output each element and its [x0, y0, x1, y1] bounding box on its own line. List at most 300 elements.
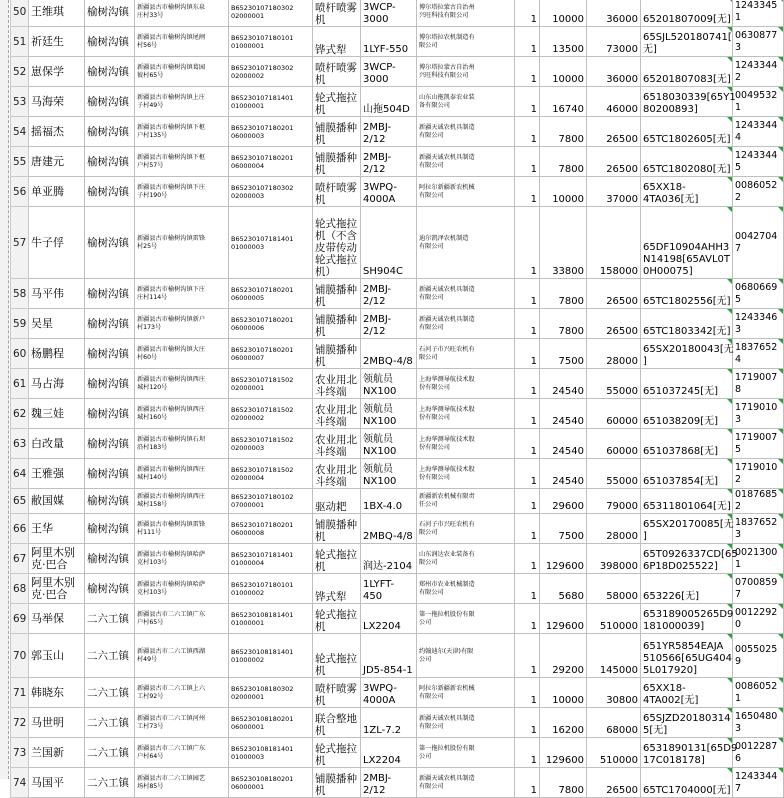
subsidy-amount-cell[interactable]: 24540 — [540, 459, 587, 489]
record-code-cell[interactable]: B65230107180201 06000008 — [229, 514, 313, 544]
address-cell[interactable]: 新疆县古市二六工镇园艺 场村85号 — [135, 768, 229, 798]
machine-model-cell[interactable]: 2MBJ- 2/12 — [361, 309, 417, 339]
machine-type-cell[interactable]: 农业用北 斗终端 — [313, 399, 361, 429]
contact-number-cell[interactable]: 0042704 7 — [733, 207, 784, 279]
manufacturer-cell[interactable]: 新疆天诚农机具制造 有限公司 — [417, 309, 515, 339]
sale-price-cell[interactable]: 73000 — [587, 27, 641, 57]
serial-number-cell[interactable]: 65TC1802556[无] — [641, 279, 733, 309]
machine-type-cell[interactable]: 驱动耙 — [313, 489, 361, 514]
serial-number-cell[interactable]: 65201807083[无] — [641, 57, 733, 87]
serial-number-cell[interactable]: 65SJL520180741[ 无] — [641, 27, 733, 57]
machine-type-cell[interactable]: 轮式拖拉 机 — [313, 544, 361, 574]
contact-number-cell[interactable]: 0630877 3 — [733, 27, 784, 57]
sale-price-cell[interactable]: 55000 — [587, 459, 641, 489]
subsidy-amount-cell[interactable]: 29200 — [540, 634, 587, 678]
contact-number-cell[interactable]: 0187685 2 — [733, 489, 784, 514]
quantity-cell[interactable]: 1 — [515, 27, 540, 57]
subsidy-amount-cell[interactable]: 7800 — [540, 147, 587, 177]
serial-number-cell[interactable]: 65T0926337CD[65 6P18D025522] — [641, 544, 733, 574]
manufacturer-cell[interactable]: 上海华测导航技术股 份有限公司 — [417, 399, 515, 429]
row-number-cell[interactable]: 74 — [11, 768, 29, 798]
row-number-cell[interactable]: 52 — [11, 57, 29, 87]
row-number-cell[interactable]: 58 — [11, 279, 29, 309]
machine-type-cell[interactable]: 轮式拖拉 机（不含 皮带传动 轮式拖拉 机） — [313, 207, 361, 279]
address-cell[interactable]: 新疆县古市榆树沟镇上庄 子村49号 — [135, 87, 229, 117]
record-code-cell[interactable]: B65230107180102 07000001 — [229, 489, 313, 514]
sale-price-cell[interactable]: 398000 — [587, 544, 641, 574]
serial-number-cell[interactable]: 65311801064[无] — [641, 489, 733, 514]
address-cell[interactable]: 新疆县古市榆树沟镇新户 村173号 — [135, 309, 229, 339]
farmer-name-cell[interactable]: 崽保学 — [29, 57, 85, 87]
address-cell[interactable]: 新疆县古市榆树沟镇下枢 户村57号 — [135, 147, 229, 177]
machine-type-cell[interactable]: 铺膜播种 机 — [313, 514, 361, 544]
town-cell[interactable]: 二六工镇 — [85, 708, 135, 738]
manufacturer-cell[interactable]: 博尔塔拉蒙古自治州 兴旺科技有限公司 — [417, 57, 515, 87]
subsidy-amount-cell[interactable]: 7800 — [540, 117, 587, 147]
sale-price-cell[interactable]: 46000 — [587, 87, 641, 117]
row-number-cell[interactable]: 68 — [11, 574, 29, 604]
record-code-cell[interactable]: B65230107181502 02000003 — [229, 429, 313, 459]
record-code-cell[interactable]: B65230108181401 01000001 — [229, 604, 313, 634]
machine-type-cell[interactable]: 铺膜播种 机 — [313, 147, 361, 177]
machine-model-cell[interactable]: 润达-2104 — [361, 544, 417, 574]
farmer-name-cell[interactable]: 王维琪 — [29, 0, 85, 27]
sale-price-cell[interactable]: 510000 — [587, 738, 641, 768]
town-cell[interactable]: 榆树沟镇 — [85, 429, 135, 459]
machine-model-cell[interactable]: JD5-854-1 — [361, 634, 417, 678]
farmer-name-cell[interactable]: 牛子俘 — [29, 207, 85, 279]
machine-type-cell[interactable]: 喷杆喷雾 机 — [313, 177, 361, 207]
quantity-cell[interactable]: 1 — [515, 279, 540, 309]
contact-number-cell[interactable]: 0049532 1 — [733, 87, 784, 117]
town-cell[interactable]: 榆树沟镇 — [85, 544, 135, 574]
machine-type-cell[interactable]: 农业用北 斗终端 — [313, 429, 361, 459]
record-code-cell[interactable]: B65230107181401 01000004 — [229, 544, 313, 574]
record-code-cell[interactable]: B65230108181401 01000003 — [229, 738, 313, 768]
manufacturer-cell[interactable]: 新疆天诚农机具制造 有限公司 — [417, 768, 515, 798]
machine-type-cell[interactable]: 铺膜播种 机 — [313, 117, 361, 147]
record-code-cell[interactable]: B65230107180302 02000001 — [229, 0, 313, 27]
manufacturer-cell[interactable]: 迪尔凯泽农机制造 有限公司 — [417, 207, 515, 279]
machine-model-cell[interactable]: 2MBJ- 2/12 — [361, 147, 417, 177]
contact-number-cell[interactable]: 1719010 2 — [733, 459, 784, 489]
manufacturer-cell[interactable]: 新疆天诚农机具制造 有限公司 — [417, 147, 515, 177]
quantity-cell[interactable]: 1 — [515, 708, 540, 738]
row-number-cell[interactable]: 62 — [11, 399, 29, 429]
quantity-cell[interactable]: 1 — [515, 574, 540, 604]
sale-price-cell[interactable]: 55000 — [587, 369, 641, 399]
sale-price-cell[interactable]: 37000 — [587, 177, 641, 207]
record-code-cell[interactable]: B65230107180201 06000003 — [229, 117, 313, 147]
serial-number-cell[interactable]: 65XX18- 4TA036[无] — [641, 177, 733, 207]
farmer-name-cell[interactable]: 吴星 — [29, 309, 85, 339]
address-cell[interactable]: 新疆县古市榆树沟镇西庄 城村120号 — [135, 369, 229, 399]
address-cell[interactable]: 新疆县古市二六工镇河州 工村73号 — [135, 708, 229, 738]
record-code-cell[interactable]: B65230107180201 06000005 — [229, 279, 313, 309]
town-cell[interactable]: 榆树沟镇 — [85, 207, 135, 279]
subsidy-amount-cell[interactable]: 7800 — [540, 279, 587, 309]
quantity-cell[interactable]: 1 — [515, 678, 540, 708]
sale-price-cell[interactable]: 28000 — [587, 514, 641, 544]
sale-price-cell[interactable]: 60000 — [587, 399, 641, 429]
manufacturer-cell[interactable]: 上海华测导航技术股 份有限公司 — [417, 459, 515, 489]
machine-model-cell[interactable]: 领航员 NX100 — [361, 459, 417, 489]
address-cell[interactable]: 新疆县古市榆树沟镇雷锋 村111号 — [135, 514, 229, 544]
manufacturer-cell[interactable]: 第一拖拉机股份有限 公司 — [417, 604, 515, 634]
row-number-cell[interactable]: 65 — [11, 489, 29, 514]
sale-price-cell[interactable]: 26500 — [587, 117, 641, 147]
machine-type-cell[interactable]: 轮式拖拉 机 — [313, 634, 361, 678]
farmer-name-cell[interactable]: 韩晓东 — [29, 678, 85, 708]
record-code-cell[interactable]: B65230107180201 06000007 — [229, 339, 313, 369]
town-cell[interactable]: 榆树沟镇 — [85, 279, 135, 309]
subsidy-amount-cell[interactable]: 7800 — [540, 768, 587, 798]
town-cell[interactable]: 榆树沟镇 — [85, 0, 135, 27]
address-cell[interactable]: 新疆县古市榆树沟镇下庄 庄村114号 — [135, 279, 229, 309]
row-number-cell[interactable]: 59 — [11, 309, 29, 339]
machine-model-cell[interactable]: 3WCP- 3000 — [361, 57, 417, 87]
sale-price-cell[interactable]: 60000 — [587, 429, 641, 459]
manufacturer-cell[interactable]: 博尔塔拉蒙古自治州 兴旺科技有限公司 — [417, 0, 515, 27]
contact-number-cell[interactable]: 1719007 5 — [733, 429, 784, 459]
row-number-cell[interactable]: 66 — [11, 514, 29, 544]
contact-number-cell[interactable]: 1837652 3 — [733, 514, 784, 544]
quantity-cell[interactable]: 1 — [515, 207, 540, 279]
machine-model-cell[interactable]: 3WCP- 3000 — [361, 0, 417, 27]
contact-number-cell[interactable]: 0086052 1 — [733, 678, 784, 708]
quantity-cell[interactable]: 1 — [515, 634, 540, 678]
contact-number-cell[interactable]: 1719010 3 — [733, 399, 784, 429]
serial-number-cell[interactable]: 653226[无] — [641, 574, 733, 604]
serial-number-cell[interactable]: 651YR5854EAJA 510566[65UG404 5L017920] — [641, 634, 733, 678]
manufacturer-cell[interactable]: 阿拉尔新疆新农机械 有限公司 — [417, 678, 515, 708]
town-cell[interactable]: 二六工镇 — [85, 604, 135, 634]
farmer-name-cell[interactable]: 阿里木别 克·巴合 — [29, 544, 85, 574]
subsidy-amount-cell[interactable]: 16200 — [540, 708, 587, 738]
sale-price-cell[interactable]: 26500 — [587, 147, 641, 177]
address-cell[interactable]: 新疆县古市榆树沟镇葛园 彼村65号 — [135, 57, 229, 87]
machine-type-cell[interactable]: 农业用北 斗终端 — [313, 459, 361, 489]
sale-price-cell[interactable]: 145000 — [587, 634, 641, 678]
sale-price-cell[interactable]: 36000 — [587, 0, 641, 27]
contact-number-cell[interactable]: 0012287 6 — [733, 738, 784, 768]
town-cell[interactable]: 榆树沟镇 — [85, 147, 135, 177]
town-cell[interactable]: 二六工镇 — [85, 634, 135, 678]
contact-number-cell[interactable]: 1243345 1 — [733, 0, 784, 27]
machine-type-cell[interactable]: 喷杆喷雾 机 — [313, 57, 361, 87]
town-cell[interactable]: 榆树沟镇 — [85, 399, 135, 429]
machine-type-cell[interactable]: 喷杆喷雾 机 — [313, 678, 361, 708]
machine-model-cell[interactable]: 领航员 NX100 — [361, 399, 417, 429]
row-number-cell[interactable]: 50 — [11, 0, 29, 27]
quantity-cell[interactable]: 1 — [515, 87, 540, 117]
address-cell[interactable]: 新疆县古市榆树沟镇西庄 城村140号 — [135, 459, 229, 489]
subsidy-amount-cell[interactable]: 24540 — [540, 399, 587, 429]
record-code-cell[interactable]: B65230107180201 06000006 — [229, 309, 313, 339]
subsidy-amount-cell[interactable]: 7800 — [540, 309, 587, 339]
farmer-name-cell[interactable]: 阿里木别 克·巴合 — [29, 574, 85, 604]
sale-price-cell[interactable]: 58000 — [587, 574, 641, 604]
row-number-cell[interactable]: 64 — [11, 459, 29, 489]
town-cell[interactable]: 二六工镇 — [85, 738, 135, 768]
machine-model-cell[interactable]: 1LYF-550 — [361, 27, 417, 57]
row-number-cell[interactable]: 61 — [11, 369, 29, 399]
machine-type-cell[interactable]: 轮式拖拉 机 — [313, 87, 361, 117]
subsidy-amount-cell[interactable]: 129600 — [540, 604, 587, 634]
address-cell[interactable]: 新疆县古市榆树沟镇哈萨 克村103号 — [135, 544, 229, 574]
farmer-name-cell[interactable]: 马平伟 — [29, 279, 85, 309]
serial-number-cell[interactable]: 65SX20170085[无 ] — [641, 514, 733, 544]
town-cell[interactable]: 榆树沟镇 — [85, 117, 135, 147]
manufacturer-cell[interactable]: 石河子市兴旺农机有 限公司 — [417, 514, 515, 544]
machine-model-cell[interactable]: 2MBJ- 2/12 — [361, 117, 417, 147]
machine-type-cell[interactable]: 铺膜播种 机 — [313, 768, 361, 798]
sale-price-cell[interactable]: 68000 — [587, 708, 641, 738]
machine-model-cell[interactable]: 3WPQ- 4000A — [361, 678, 417, 708]
sale-price-cell[interactable]: 79000 — [587, 489, 641, 514]
farmer-name-cell[interactable]: 王雅强 — [29, 459, 85, 489]
machine-type-cell[interactable]: 铧式犁 — [313, 574, 361, 604]
subsidy-amount-cell[interactable]: 24540 — [540, 429, 587, 459]
machine-type-cell[interactable]: 联合整地 机 — [313, 708, 361, 738]
machine-model-cell[interactable]: LX2204 — [361, 604, 417, 634]
farmer-name-cell[interactable]: 马举保 — [29, 604, 85, 634]
sale-price-cell[interactable]: 158000 — [587, 207, 641, 279]
address-cell[interactable]: 新疆县古市二六工镇上六 工村92号 — [135, 678, 229, 708]
farmer-name-cell[interactable]: 白改量 — [29, 429, 85, 459]
row-number-cell[interactable]: 53 — [11, 87, 29, 117]
contact-number-cell[interactable]: 1837652 4 — [733, 339, 784, 369]
town-cell[interactable]: 榆树沟镇 — [85, 27, 135, 57]
serial-number-cell[interactable]: 65201807009[无] — [641, 0, 733, 27]
subsidy-amount-cell[interactable]: 7500 — [540, 514, 587, 544]
farmer-name-cell[interactable]: 马海荣 — [29, 87, 85, 117]
sale-price-cell[interactable]: 26500 — [587, 309, 641, 339]
subsidy-amount-cell[interactable]: 33800 — [540, 207, 587, 279]
serial-number-cell[interactable]: 65DF10904AHH3 N14198[65AVL0T 0H00075] — [641, 207, 733, 279]
manufacturer-cell[interactable]: 新疆天诚农机具制造 有限公司 — [417, 708, 515, 738]
farmer-name-cell[interactable]: 王华 — [29, 514, 85, 544]
town-cell[interactable]: 榆树沟镇 — [85, 459, 135, 489]
farmer-name-cell[interactable]: 摇福杰 — [29, 117, 85, 147]
address-cell[interactable]: 新疆县古市二六工镇广东 户村64号 — [135, 738, 229, 768]
machine-model-cell[interactable]: 领航员 NX100 — [361, 369, 417, 399]
subsidy-amount-cell[interactable]: 129600 — [540, 738, 587, 768]
address-cell[interactable]: 新疆县古市二六工镇广东 户村65号 — [135, 604, 229, 634]
machine-model-cell[interactable]: 2MBJ- 2/12 — [361, 768, 417, 798]
record-code-cell[interactable]: B65230107181502 02000001 — [229, 369, 313, 399]
town-cell[interactable]: 榆树沟镇 — [85, 309, 135, 339]
record-code-cell[interactable]: B65230107181502 02000004 — [229, 459, 313, 489]
manufacturer-cell[interactable]: 山东山拖凯泰农业装 备有限公司 — [417, 87, 515, 117]
quantity-cell[interactable]: 1 — [515, 117, 540, 147]
serial-number-cell[interactable]: 65SJZD20180314 5[无] — [641, 708, 733, 738]
farmer-name-cell[interactable]: 马占海 — [29, 369, 85, 399]
row-number-cell[interactable]: 56 — [11, 177, 29, 207]
subsidy-amount-cell[interactable]: 7500 — [540, 339, 587, 369]
subsidy-amount-cell[interactable]: 129600 — [540, 544, 587, 574]
subsidy-amount-cell[interactable]: 10000 — [540, 177, 587, 207]
subsidy-amount-cell[interactable]: 29600 — [540, 489, 587, 514]
machine-model-cell[interactable]: 领航员 NX100 — [361, 429, 417, 459]
farmer-name-cell[interactable]: 祈廷生 — [29, 27, 85, 57]
address-cell[interactable]: 新疆县古市榆树沟镇东泉 庄村33号 — [135, 0, 229, 27]
manufacturer-cell[interactable]: 石河子市兴旺农机有 限公司 — [417, 339, 515, 369]
record-code-cell[interactable]: B65230107181502 02000002 — [229, 399, 313, 429]
machine-model-cell[interactable]: 1BX-4.0 — [361, 489, 417, 514]
manufacturer-cell[interactable]: 新疆新农机械有限责 任公司 — [417, 489, 515, 514]
quantity-cell[interactable]: 1 — [515, 57, 540, 87]
contact-number-cell[interactable]: 0086052 2 — [733, 177, 784, 207]
farmer-name-cell[interactable]: 杨鹏程 — [29, 339, 85, 369]
machine-model-cell[interactable]: 3WPQ- 4000A — [361, 177, 417, 207]
serial-number-cell[interactable]: 65TC1802080[无] — [641, 147, 733, 177]
serial-number-cell[interactable]: 65XX18- 4TA002[无] — [641, 678, 733, 708]
contact-number-cell[interactable]: 0021300 1 — [733, 544, 784, 574]
town-cell[interactable]: 榆树沟镇 — [85, 514, 135, 544]
quantity-cell[interactable]: 1 — [515, 429, 540, 459]
machine-type-cell[interactable]: 铺膜播种 机 — [313, 309, 361, 339]
machine-type-cell[interactable]: 铧式犁 — [313, 27, 361, 57]
quantity-cell[interactable]: 1 — [515, 339, 540, 369]
machine-model-cell[interactable]: 2MBQ-4/8 — [361, 514, 417, 544]
subsidy-amount-cell[interactable]: 24540 — [540, 369, 587, 399]
town-cell[interactable]: 二六工镇 — [85, 678, 135, 708]
quantity-cell[interactable]: 1 — [515, 544, 540, 574]
record-code-cell[interactable]: B65230107180302 02000003 — [229, 177, 313, 207]
farmer-name-cell[interactable]: 敝国媒 — [29, 489, 85, 514]
town-cell[interactable]: 榆树沟镇 — [85, 574, 135, 604]
manufacturer-cell[interactable]: 郑州市农业机械制造 有限公司 — [417, 574, 515, 604]
serial-number-cell[interactable]: 65SX20180043[无 ] — [641, 339, 733, 369]
row-number-cell[interactable]: 71 — [11, 678, 29, 708]
record-code-cell[interactable]: B65230108180201 06000001 — [229, 768, 313, 798]
sale-price-cell[interactable]: 510000 — [587, 604, 641, 634]
subsidy-amount-cell[interactable]: 10000 — [540, 0, 587, 27]
row-number-cell[interactable]: 73 — [11, 738, 29, 768]
contact-number-cell[interactable]: 1243344 7 — [733, 768, 784, 798]
manufacturer-cell[interactable]: 新疆天诚农机具制造 有限公司 — [417, 279, 515, 309]
serial-number-cell[interactable]: 653189005265D9 181000039] — [641, 604, 733, 634]
record-code-cell[interactable]: B65230107180101 01000002 — [229, 574, 313, 604]
address-cell[interactable]: 新疆县古市榆树沟镇雷锋 村25号 — [135, 207, 229, 279]
serial-number-cell[interactable]: 651037868[无] — [641, 429, 733, 459]
address-cell[interactable]: 新疆县古市榆树沟镇西庄 城村158号 — [135, 489, 229, 514]
address-cell[interactable]: 新疆县古市榆树沟镇西庄 城村160号 — [135, 399, 229, 429]
farmer-name-cell[interactable]: 兰国新 — [29, 738, 85, 768]
manufacturer-cell[interactable]: 山东润达农业装备有 限公司 — [417, 544, 515, 574]
serial-number-cell[interactable]: 65TC1802605[无] — [641, 117, 733, 147]
serial-number-cell[interactable]: 651037245[无] — [641, 369, 733, 399]
row-number-cell[interactable]: 51 — [11, 27, 29, 57]
farmer-name-cell[interactable]: 马世明 — [29, 708, 85, 738]
serial-number-cell[interactable]: 65TC1704000[无] — [641, 768, 733, 798]
address-cell[interactable]: 新疆县古市榆树沟镇下枢 户村135号 — [135, 117, 229, 147]
address-cell[interactable]: 新疆县古市榆树沟镇大庄 村60号 — [135, 339, 229, 369]
machine-type-cell[interactable]: 铺膜播种 机 — [313, 279, 361, 309]
manufacturer-cell[interactable]: 新疆天诚农机具制造 有限公司 — [417, 117, 515, 147]
machine-model-cell[interactable]: 山拖504D — [361, 87, 417, 117]
contact-number-cell[interactable]: 1719007 8 — [733, 369, 784, 399]
town-cell[interactable]: 榆树沟镇 — [85, 369, 135, 399]
address-cell[interactable]: 新疆县古市榆树沟镇石坝 沿村183号 — [135, 429, 229, 459]
machine-model-cell[interactable]: LX2204 — [361, 738, 417, 768]
subsidy-amount-cell[interactable]: 10000 — [540, 678, 587, 708]
record-code-cell[interactable]: B65230107180101 01000001 — [229, 27, 313, 57]
record-code-cell[interactable]: B65230107181401 01000001 — [229, 87, 313, 117]
machine-type-cell[interactable]: 农业用北 斗终端 — [313, 369, 361, 399]
subsidy-amount-cell[interactable]: 13500 — [540, 27, 587, 57]
sale-price-cell[interactable]: 26500 — [587, 279, 641, 309]
quantity-cell[interactable]: 1 — [515, 459, 540, 489]
contact-number-cell[interactable]: 0055025 9 — [733, 634, 784, 678]
quantity-cell[interactable]: 1 — [515, 738, 540, 768]
contact-number-cell[interactable]: 0700859 7 — [733, 574, 784, 604]
serial-number-cell[interactable]: 651037854[无] — [641, 459, 733, 489]
quantity-cell[interactable]: 1 — [515, 369, 540, 399]
manufacturer-cell[interactable]: 上海华测导航技术股 份有限公司 — [417, 369, 515, 399]
town-cell[interactable]: 榆树沟镇 — [85, 177, 135, 207]
machine-model-cell[interactable]: 2MBJ- 2/12 — [361, 279, 417, 309]
machine-type-cell[interactable]: 喷杆喷雾 机 — [313, 0, 361, 27]
address-cell[interactable]: 新疆县古市榆树沟镇下庄 子村190号 — [135, 177, 229, 207]
record-code-cell[interactable]: B65230107181401 01000003 — [229, 207, 313, 279]
contact-number-cell[interactable]: 0012292 0 — [733, 604, 784, 634]
row-number-cell[interactable]: 63 — [11, 429, 29, 459]
row-number-cell[interactable]: 57 — [11, 207, 29, 279]
farmer-name-cell[interactable]: 魏三娃 — [29, 399, 85, 429]
machine-type-cell[interactable]: 铺膜播种 机 — [313, 339, 361, 369]
machine-model-cell[interactable]: SH904C — [361, 207, 417, 279]
record-code-cell[interactable]: B65230107180302 02000002 — [229, 57, 313, 87]
town-cell[interactable]: 榆树沟镇 — [85, 57, 135, 87]
quantity-cell[interactable]: 1 — [515, 399, 540, 429]
serial-number-cell[interactable]: 65TC1803342[无] — [641, 309, 733, 339]
farmer-name-cell[interactable]: 唐建元 — [29, 147, 85, 177]
address-cell[interactable]: 新疆县古市二六工镇西湖 村49号 — [135, 634, 229, 678]
sale-price-cell[interactable]: 26500 — [587, 768, 641, 798]
row-number-cell[interactable]: 60 — [11, 339, 29, 369]
farmer-name-cell[interactable]: 马国平 — [29, 768, 85, 798]
row-number-cell[interactable]: 67 — [11, 544, 29, 574]
manufacturer-cell[interactable]: 约翰迪尔(天津)有限 公司 — [417, 634, 515, 678]
contact-number-cell[interactable]: 1243344 4 — [733, 117, 784, 147]
contact-number-cell[interactable]: 1243344 5 — [733, 147, 784, 177]
quantity-cell[interactable]: 1 — [515, 489, 540, 514]
quantity-cell[interactable]: 1 — [515, 177, 540, 207]
serial-number-cell[interactable]: 651038209[无] — [641, 399, 733, 429]
machine-model-cell[interactable]: 1ZL-7.2 — [361, 708, 417, 738]
town-cell[interactable]: 榆树沟镇 — [85, 87, 135, 117]
record-code-cell[interactable]: B65230107180201 06000004 — [229, 147, 313, 177]
town-cell[interactable]: 榆树沟镇 — [85, 339, 135, 369]
contact-number-cell[interactable]: 1243344 2 — [733, 57, 784, 87]
farmer-name-cell[interactable]: 郭玉山 — [29, 634, 85, 678]
record-code-cell[interactable]: B65230108181401 01000002 — [229, 634, 313, 678]
row-number-cell[interactable]: 72 — [11, 708, 29, 738]
machine-model-cell[interactable]: 1LYFT- 450 — [361, 574, 417, 604]
quantity-cell[interactable]: 1 — [515, 514, 540, 544]
manufacturer-cell[interactable]: 上海华测导航技术股 份有限公司 — [417, 429, 515, 459]
record-code-cell[interactable]: B65230108180201 06000001 — [229, 708, 313, 738]
quantity-cell[interactable]: 1 — [515, 147, 540, 177]
subsidy-amount-cell[interactable]: 16740 — [540, 87, 587, 117]
subsidy-amount-cell[interactable]: 10000 — [540, 57, 587, 87]
quantity-cell[interactable]: 1 — [515, 309, 540, 339]
sale-price-cell[interactable]: 30800 — [587, 678, 641, 708]
contact-number-cell[interactable]: 1650480 3 — [733, 708, 784, 738]
town-cell[interactable]: 二六工镇 — [85, 768, 135, 798]
